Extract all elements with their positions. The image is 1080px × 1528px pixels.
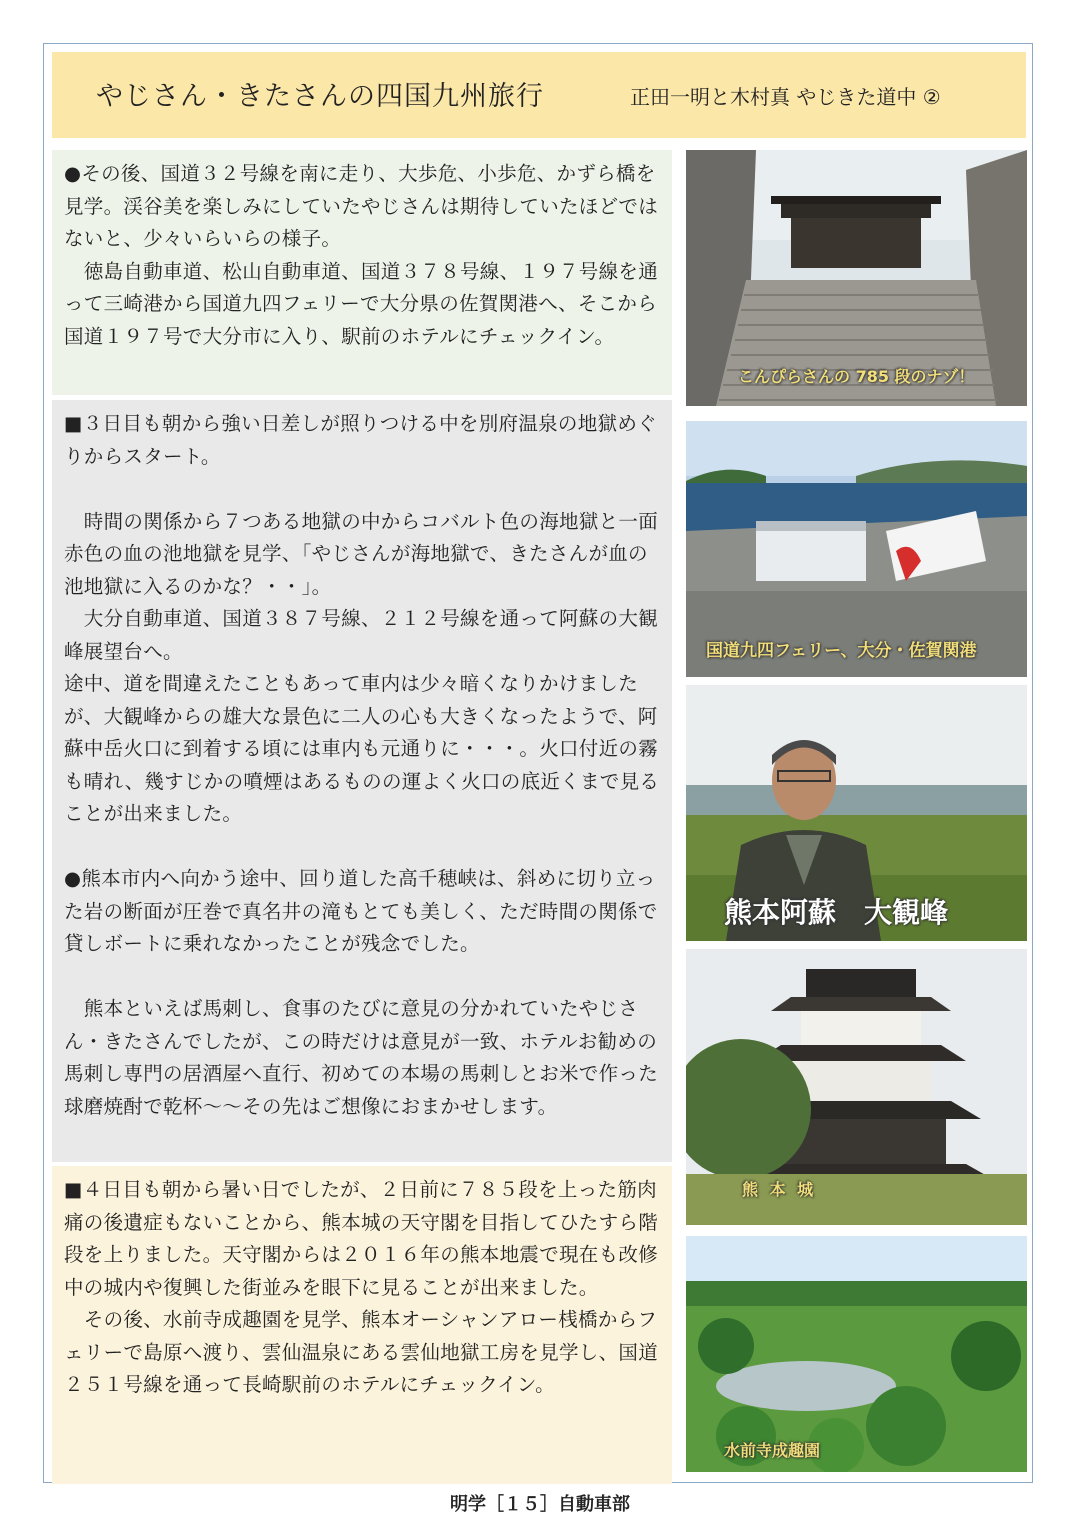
paragraph: ■３日目も朝から強い日差しが照りつける中を別府温泉の地獄めぐりからスタート。 xyxy=(64,412,657,468)
spacer xyxy=(64,473,660,506)
section-day2 xyxy=(52,150,672,395)
page-footer: 明学［１５］自動車部 xyxy=(450,1494,630,1515)
paragraph: ●その後、国道３２号線を南に走り、大歩危、小歩危、かずら橋を見学。渓谷美を楽しみにしていたやじさんは期待していたほどではないと、少々いらいらの様子。 xyxy=(64,162,659,250)
section-day4 xyxy=(52,1166,672,1484)
spacer xyxy=(64,831,660,864)
paragraph: その後、水前寺成趣園を見学、熊本オーシャンアロー桟橋からフェリーで島原へ渡り、雲仙温泉にある雲仙地獄工房を見学し、国道２５１号線を通って長崎駅前のホテルにチェックイン。 xyxy=(64,1308,658,1396)
photo-caption: 熊本阿蘇 大観峰 xyxy=(724,896,949,929)
photo-caption: 水前寺成趣園 xyxy=(724,1441,821,1460)
photo-caption: こんぴらさんの 785 段のナゾ！ xyxy=(738,367,975,386)
paragraph: ●熊本市内へ向かう途中、回り道した高千穂峡は、斜めに切り立った岩の断面が圧巻で真名井の滝もとても美しく、ただ時間の関係で貸しボートに乗れなかったことが残念でした。 xyxy=(64,867,658,955)
paragraph: 徳島自動車道、松山自動車道、国道３７８号線、１９７号線を通って三崎港から国道九四フェリーで大分県の佐賀関港へ、そこから国道１９７号で大分市に入り、駅前のホテルにチェックイン。 xyxy=(64,259,659,348)
castle-photo xyxy=(686,949,1027,1225)
garden-photo xyxy=(686,1236,1027,1472)
ferry-port-photo xyxy=(686,421,1027,677)
paragraph: 途中、道を間違えたこともあって車内は少々暗くなりかけましたが、大観峰からの雄大な景色に二人の心も大きくなったようで、阿蘇中岳火口に到着する頃には車内も元通りに・・・。火口付近の霧も晴れ、幾すじかの噴煙はあるものの運よく火口の底近くまで見ることが出来ました。 xyxy=(64,672,660,825)
paragraph: 大分自動車道、国道３８７号線、２１２号線を通って阿蘇の大観峰展望台へ。 xyxy=(64,607,658,663)
page-title: やじさん・きたさんの四国九州旅行 xyxy=(96,81,544,112)
header-banner xyxy=(52,52,1026,138)
photo-caption: 国道九四フェリー、大分・佐賀関港 xyxy=(706,641,977,661)
page-subtitle: 正田一明と木村真 やじきた道中 ② xyxy=(630,85,941,109)
section-day3 xyxy=(52,400,672,1162)
photo-caption: 熊 本 城 xyxy=(742,1180,817,1199)
paragraph: 時間の関係から７つある地獄の中からコバルト色の海地獄と一面赤色の血の池地獄を見学、「やじさんが海地獄で、きたさんが血の池地獄に入るのかな？・・」。 xyxy=(64,509,659,598)
temple-stairs-photo xyxy=(686,150,1027,406)
portrait-landscape-photo xyxy=(686,685,1027,941)
paragraph: ■４日目も朝から暑い日でしたが、２日前に７８５段を上った筋肉痛の後遺症もないことから、熊本城の天守閣を目指してひたすら階段を上りました。天守閣からは２０１６年の熊本地震で現在も改修中の城内や復興した街並みを眼下に見ることが出来ました。 xyxy=(64,1178,659,1299)
paragraph: 熊本といえば馬刺し、食事のたびに意見の分かれていたやじさん・きたさんでしたが、この時だけは意見が一致、ホテルお勧めの馬刺し専門の居酒屋へ直行、初めての本場の馬刺しとお米で作った球磨焼酎で乾杯～～その先はご想像におまかせします。 xyxy=(64,997,658,1118)
spacer xyxy=(64,961,660,994)
